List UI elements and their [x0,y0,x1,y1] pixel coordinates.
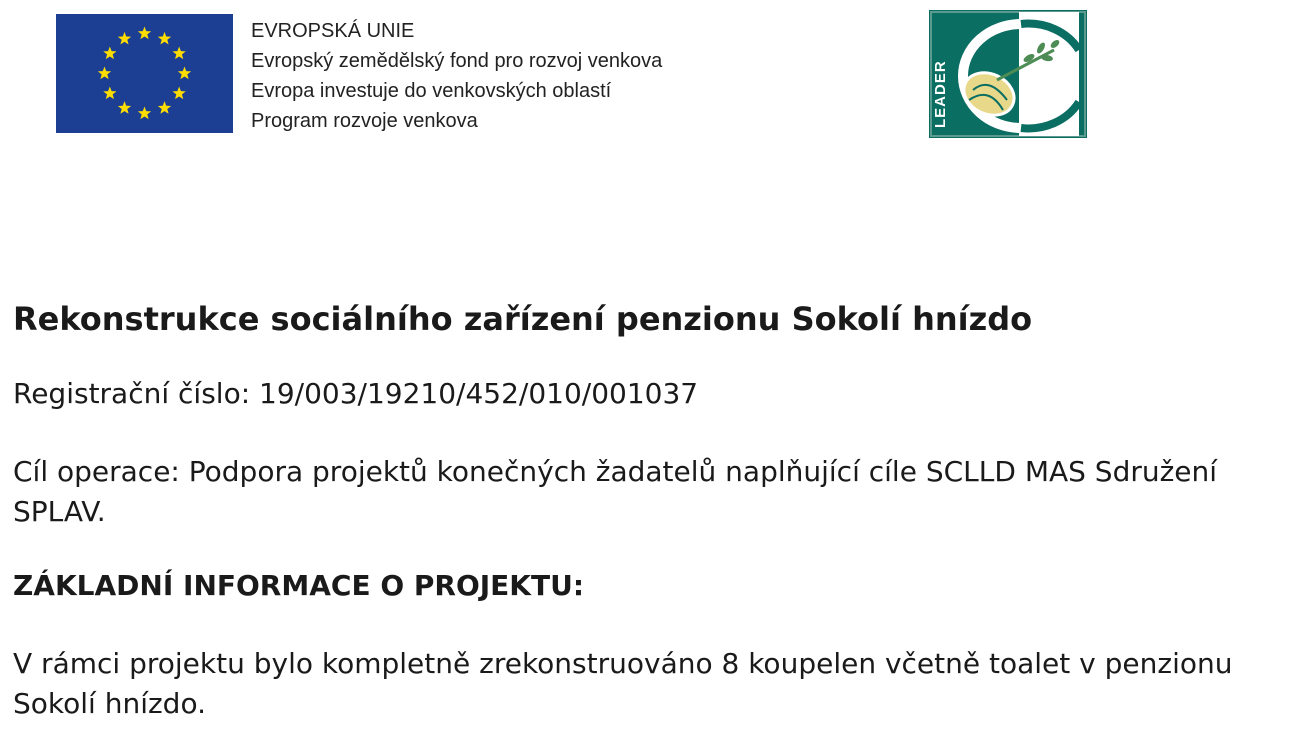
logo-header [0,0,1292,150]
eu-flag-icon [56,14,233,133]
eu-line-fund: Evropský zemědělský fond pro rozvoj venkova [251,50,663,72]
section-heading-basic-info: ZÁKLADNÍ INFORMACE O PROJEKTU: [13,569,585,602]
leader-logo-icon [929,10,1087,138]
eu-line-union: EVROPSKÁ UNIE [251,20,415,42]
registration-number: Registrační číslo: 19/003/19210/452/010/001037 [13,377,699,410]
leader-logo-text: LEADER [932,60,949,128]
eu-funding-text [251,16,662,136]
project-content [13,295,1283,724]
eu-line-invest: Evropa investuje do venkovských oblastí [251,80,612,102]
project-description: V rámci projektu bylo kompletně zrekonstruováno 8 koupelen včetně toalet v penzionu Sokolí hnízdo. [13,647,1233,720]
operation-goal: Cíl operace: Podpora projektů konečných žadatelů naplňující cíle SCLLD MAS Sdružení SPLAV. [13,455,1218,528]
eu-line-program: Program rozvoje venkova [251,110,478,132]
project-title: Rekonstrukce sociálního zařízení penzionu Sokolí hnízdo [13,300,1033,338]
